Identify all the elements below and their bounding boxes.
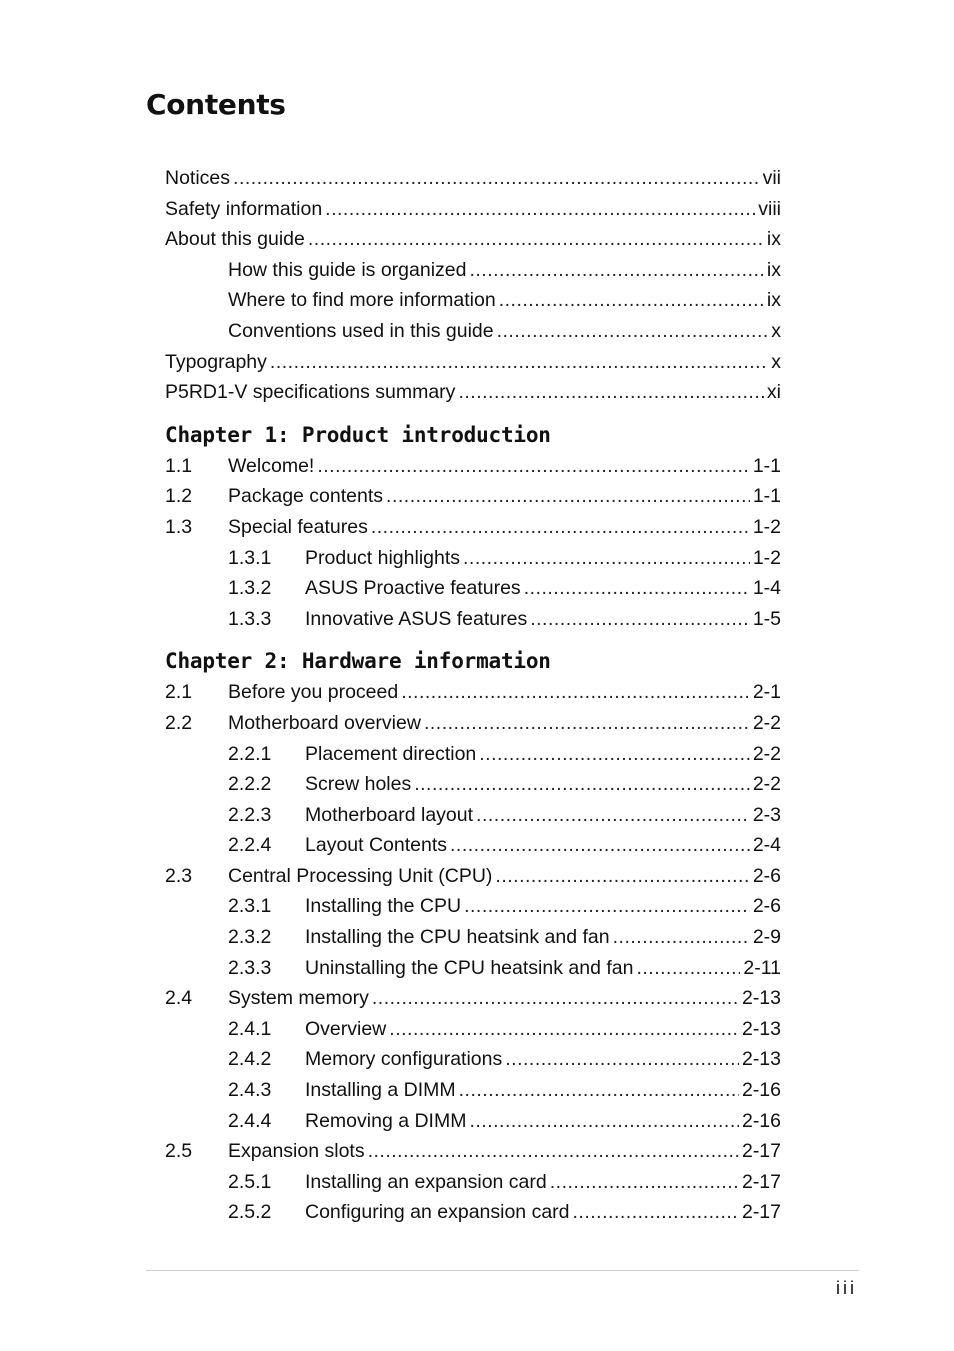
toc-entry-page: x — [771, 319, 781, 342]
toc-entry[interactable] — [165, 481, 781, 512]
toc-entry-label: Conventions used in this guide — [228, 319, 494, 342]
toc-entry[interactable] — [165, 255, 781, 286]
toc-entry-label: Placement direction — [305, 742, 477, 765]
toc-entry-page: 2-2 — [752, 711, 781, 734]
toc-leader-dots — [233, 163, 760, 194]
toc-leader-dots — [479, 739, 750, 770]
toc-leader-dots — [368, 1136, 739, 1167]
toc-entry-page: vii — [762, 167, 781, 189]
toc-entry-page: 2-16 — [741, 1079, 781, 1102]
toc-entry-number: 2.2.2 — [228, 773, 272, 796]
toc-leader-dots — [469, 255, 763, 286]
toc-entry-label: Installing the CPU heatsink and fan — [305, 926, 610, 949]
toc-entry[interactable] — [165, 194, 781, 225]
toc-entry-label: Welcome! — [228, 454, 315, 477]
toc-entry-page: 2-13 — [741, 987, 781, 1010]
toc-entry[interactable] — [165, 677, 781, 708]
toc-entry-page: 2-1 — [752, 681, 781, 704]
toc-entry-label: Innovative ASUS features — [305, 607, 528, 630]
toc-entry-page: ix — [766, 228, 781, 251]
toc-entry-page: 1-1 — [752, 485, 781, 508]
toc-leader-dots — [459, 1075, 739, 1106]
toc-entry-label: Removing a DIMM — [305, 1109, 467, 1132]
toc-entry-number: 2.3.1 — [228, 895, 272, 918]
toc-entry[interactable] — [165, 163, 781, 194]
toc-leader-dots — [463, 543, 750, 574]
toc-leader-dots — [464, 891, 750, 922]
toc-entry-number: 2.2 — [165, 711, 193, 734]
toc-leader-dots — [530, 604, 750, 635]
toc-entry-page: 2-6 — [752, 864, 781, 887]
toc-entry-label: Product highlights — [305, 546, 461, 569]
toc-leader-dots — [495, 861, 749, 892]
toc-entry-page: 2-11 — [743, 956, 781, 979]
toc-entry[interactable] — [165, 739, 781, 770]
toc-leader-dots — [550, 1167, 739, 1198]
toc-entry[interactable] — [165, 861, 781, 892]
toc-entry-page: ix — [766, 289, 781, 312]
toc-entry-page: 2-17 — [741, 1201, 781, 1224]
toc-entry[interactable] — [165, 769, 781, 800]
toc-entry-page: 2-3 — [752, 803, 781, 826]
toc-entry-number: 2.5.1 — [228, 1170, 272, 1193]
toc-entry-label: Overview — [305, 1017, 387, 1040]
toc-leader-dots — [636, 953, 740, 984]
page-number: iii — [836, 1278, 857, 1298]
toc-entry-number: 2.3.3 — [228, 956, 272, 979]
toc-entry[interactable] — [165, 451, 781, 482]
toc-entry-number: 2.1 — [165, 681, 193, 704]
toc-leader-dots — [458, 377, 763, 408]
toc-entry-page: 1-5 — [752, 607, 781, 630]
toc-entry-number: 2.4 — [165, 987, 193, 1010]
toc-entry[interactable] — [165, 891, 781, 922]
toc-entry[interactable] — [165, 543, 781, 574]
toc-leader-dots — [308, 224, 764, 255]
toc-entry-number: 2.4.4 — [228, 1109, 272, 1132]
toc-entry-label: Layout Contents — [305, 834, 448, 857]
toc-entry-number: 1.3.2 — [228, 577, 272, 600]
toc-entry-page: viii — [758, 197, 781, 220]
toc-entry-label: Before you proceed — [228, 681, 399, 704]
toc-entry-label: Motherboard layout — [305, 803, 474, 826]
toc-leader-dots — [371, 512, 750, 543]
toc-entry-page: 2-2 — [752, 773, 781, 796]
toc-entry[interactable] — [165, 1075, 781, 1106]
toc-entry[interactable] — [165, 573, 781, 604]
toc-entry-number: 2.5.2 — [228, 1201, 272, 1224]
toc-entry-number: 2.2.1 — [228, 742, 272, 765]
toc-entry[interactable] — [165, 1014, 781, 1045]
toc-entry-label: Motherboard overview — [228, 711, 421, 734]
toc-leader-dots — [469, 1106, 739, 1137]
toc-leader-dots — [389, 1014, 739, 1045]
toc-entry-number: 2.3.2 — [228, 926, 272, 949]
toc-entry[interactable] — [165, 377, 781, 408]
toc-leader-dots — [372, 983, 739, 1014]
toc-entry[interactable] — [165, 1136, 781, 1167]
toc-entry-label: Installing an expansion card — [305, 1170, 547, 1193]
toc-entry-page: 2-17 — [741, 1140, 781, 1163]
toc-entry-number: 1.2 — [165, 485, 193, 508]
toc-entry-page: 2-13 — [741, 1048, 781, 1071]
toc-entry-page: 2-6 — [752, 895, 781, 918]
toc-entry-page: 2-17 — [741, 1170, 781, 1193]
toc-entry-number: 2.4.1 — [228, 1017, 272, 1040]
toc-entry[interactable] — [165, 604, 781, 635]
toc-entry[interactable] — [165, 708, 781, 739]
toc-entry[interactable] — [165, 1167, 781, 1198]
toc-entry-label: Expansion slots — [228, 1140, 365, 1163]
toc-entry[interactable] — [165, 1044, 781, 1075]
toc-leader-dots — [476, 800, 750, 831]
toc-entry-label: Installing the CPU — [305, 895, 462, 918]
toc-entry-label: P5RD1-V specifications summary — [165, 381, 456, 404]
toc-leader-dots — [505, 1044, 739, 1075]
toc-entry-label: How this guide is organized — [228, 258, 467, 281]
toc-entry-page: 1-4 — [752, 577, 781, 600]
toc-entry-page: 1-1 — [752, 454, 781, 477]
toc-entry-page: 2-2 — [752, 742, 781, 765]
toc-entry-label: Special features — [228, 515, 368, 538]
chapter-heading[interactable]: Chapter 2: Hardware information — [165, 649, 551, 674]
toc-entry-page: 1-2 — [752, 546, 781, 569]
page-title: Contents — [146, 88, 286, 121]
toc-entry-label: Notices — [165, 167, 231, 189]
toc-entry[interactable] — [165, 285, 781, 316]
toc-entry-label: Screw holes — [305, 773, 412, 796]
toc-leader-dots — [386, 481, 750, 512]
toc-entry-label: ASUS Proactive features — [305, 577, 521, 600]
toc-leader-dots — [450, 830, 750, 861]
toc-leader-dots — [573, 1197, 739, 1228]
toc-entry[interactable] — [165, 1197, 781, 1228]
toc-entry-label: Configuring an expansion card — [305, 1201, 570, 1224]
toc-entry-page: 1-2 — [752, 515, 781, 538]
toc-entry-page: 2-4 — [752, 834, 781, 857]
toc-entry-number: 2.2.3 — [228, 803, 272, 826]
toc-leader-dots — [270, 347, 768, 378]
toc-entry[interactable] — [165, 922, 781, 953]
toc-entry-page: ix — [766, 258, 781, 281]
toc-entry[interactable] — [165, 316, 781, 347]
toc-entry-number: 2.5 — [165, 1140, 193, 1163]
toc-entry-page: xi — [766, 381, 781, 404]
chapter-heading[interactable]: Chapter 1: Product introduction — [165, 422, 551, 447]
toc-entry-label: Safety information — [165, 197, 323, 220]
toc-entry[interactable] — [165, 347, 781, 378]
toc-entry-label: Typography — [165, 350, 267, 373]
toc-leader-dots — [499, 285, 764, 316]
toc-entry-page: x — [771, 350, 781, 373]
toc-entry-number: 1.3.1 — [228, 546, 272, 569]
toc-leader-dots — [613, 922, 750, 953]
toc-entry[interactable] — [165, 800, 781, 831]
toc-entry-number: 1.3.3 — [228, 607, 272, 630]
toc-entry-label: Central Processing Unit (CPU) — [228, 864, 493, 887]
toc-leader-dots — [325, 194, 755, 225]
toc-entry-label: Memory configurations — [305, 1048, 503, 1071]
toc-entry-label: Installing a DIMM — [305, 1079, 456, 1102]
table-of-contents — [165, 163, 781, 1228]
toc-entry[interactable] — [165, 512, 781, 543]
toc-entry[interactable] — [165, 1106, 781, 1137]
toc-entry-page: 2-16 — [741, 1109, 781, 1132]
toc-entry[interactable] — [165, 224, 781, 255]
toc-entry-label: System memory — [228, 987, 369, 1010]
toc-entry-label: Package contents — [228, 485, 384, 508]
toc-entry-label: Where to find more information — [228, 289, 496, 312]
toc-entry-number: 2.3 — [165, 864, 193, 887]
toc-entry-number: 2.4.3 — [228, 1079, 272, 1102]
toc-leader-dots — [497, 316, 769, 347]
toc-entry[interactable] — [165, 983, 781, 1014]
toc-leader-dots — [414, 769, 750, 800]
toc-entry-number: 1.1 — [165, 454, 193, 477]
toc-entry-label: Uninstalling the CPU heatsink and fan — [305, 956, 634, 979]
toc-entry-page: 2-9 — [752, 926, 781, 949]
toc-leader-dots — [401, 677, 750, 708]
toc-entry-label: About this guide — [165, 228, 305, 251]
toc-entry-number: 2.2.4 — [228, 834, 272, 857]
toc-entry-number: 1.3 — [165, 515, 193, 538]
toc-leader-dots — [317, 451, 749, 482]
toc-leader-dots — [524, 573, 750, 604]
footer-rule — [146, 1270, 859, 1271]
toc-entry[interactable] — [165, 830, 781, 861]
toc-entry-number: 2.4.2 — [228, 1048, 272, 1071]
toc-leader-dots — [424, 708, 750, 739]
toc-entry-page: 2-13 — [741, 1017, 781, 1040]
toc-entry[interactable] — [165, 953, 781, 984]
